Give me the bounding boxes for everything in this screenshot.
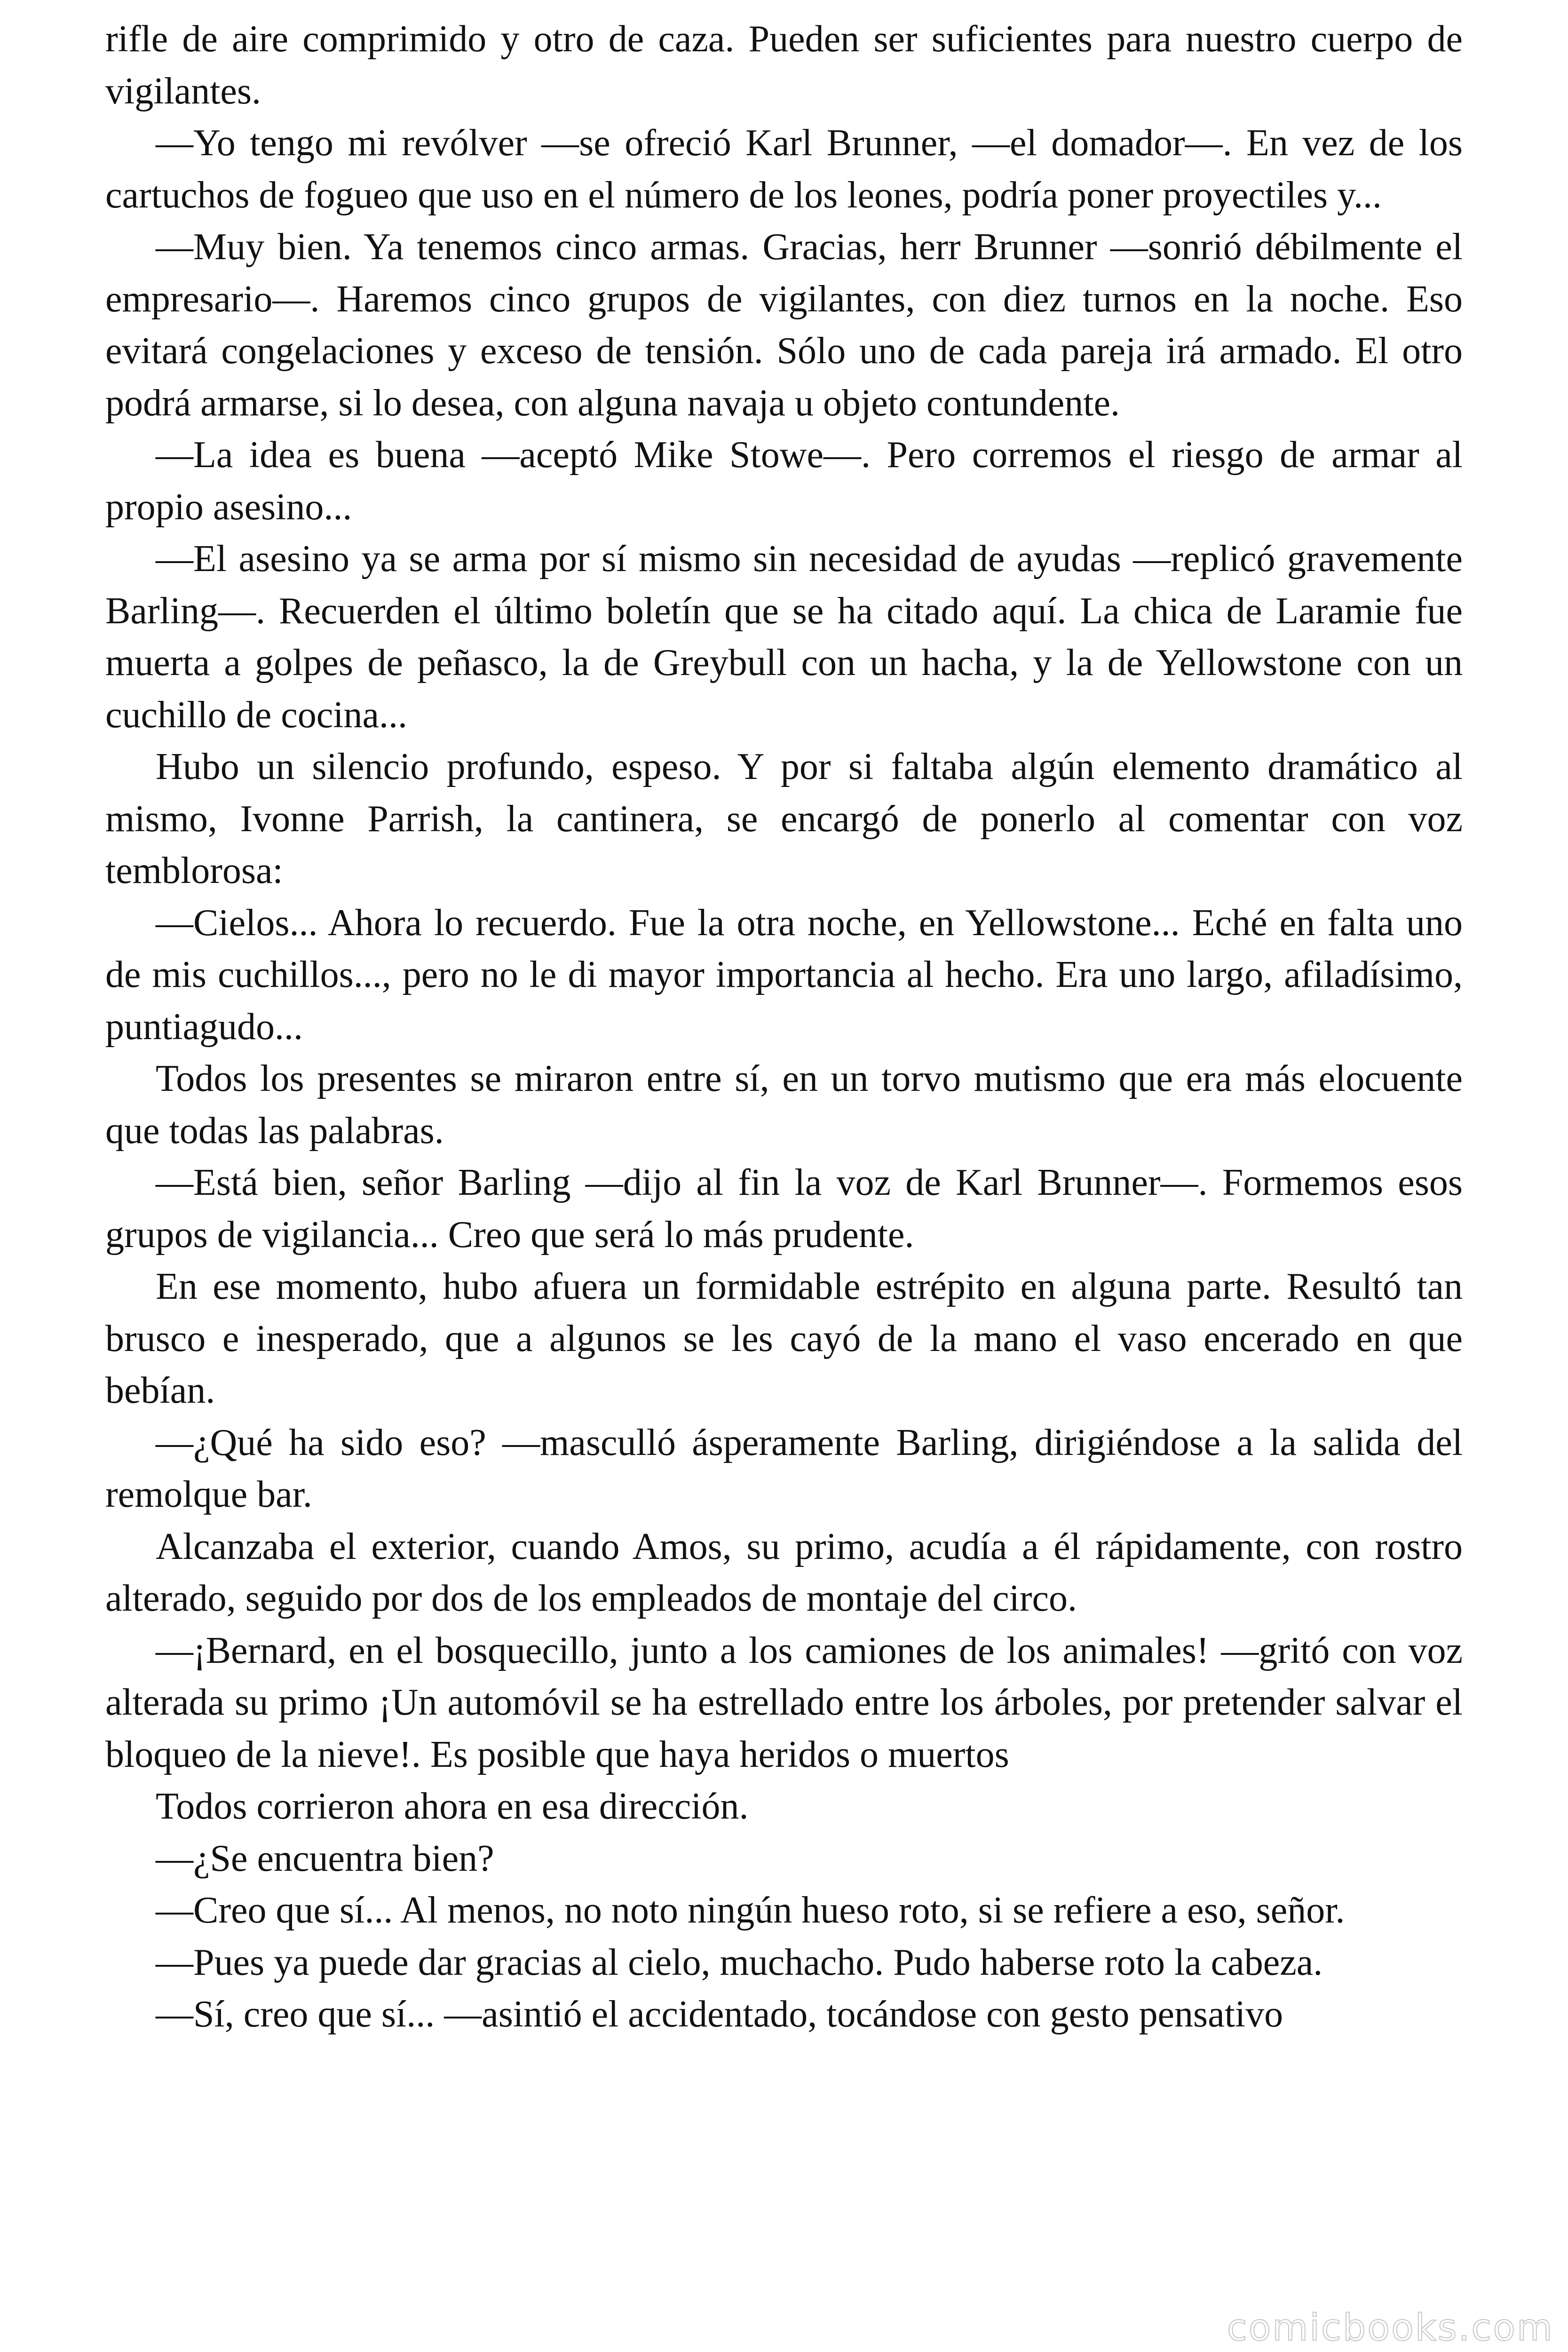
paragraph: —¿Se encuentra bien? bbox=[156, 1837, 494, 1879]
paragraph: —¡Bernard, en el bosquecillo, junto a los camiones de los animales! —gritó con voz alterada su primo ¡Un automóvil se ha estrellado entre los árboles, por pretender salvar el bloqueo de la nieve!. Es posible que haya heridos o muertos bbox=[105, 1629, 1463, 1775]
paragraph: —Cielos... Ahora lo recuerdo. Fue la otra noche, en Yellowstone... Eché en falta uno de mis cuchillos..., pero no le di mayor importancia al hecho. Era uno largo, afiladísimo, puntiagudo... bbox=[105, 902, 1463, 1048]
paragraph: —La idea es buena —aceptó Mike Stowe—. Pero corremos el riesgo de armar al propio asesino... bbox=[105, 434, 1463, 528]
paragraph: Todos corrieron ahora en esa dirección. bbox=[156, 1786, 749, 1827]
paragraph: —Yo tengo mi revólver —se ofreció Karl Brunner, —el domador—. En vez de los cartuchos de fogueo que uso en el número de los leones, podría poner proyectiles y... bbox=[105, 122, 1463, 216]
watermark-logo: comicbooks.com bbox=[1227, 2307, 1554, 2349]
paragraph: En ese momento, hubo afuera un formidable estrépito en alguna parte. Resultó tan brusco e inesperado, que a algunos se les cayó de la mano el vaso encerado en que bebían. bbox=[105, 1266, 1463, 1411]
paragraph: —Está bien, señor Barling —dijo al fin la voz de Karl Brunner—. Formemos esos grupos de vigilancia... Creo que será lo más prudente. bbox=[105, 1162, 1463, 1255]
paragraph: rifle de aire comprimido y otro de caza. Pueden ser suficientes para nuestro cuerpo de vigilantes. bbox=[105, 18, 1463, 112]
paragraph: —Creo que sí... Al menos, no noto ningún hueso roto, si se refiere a eso, señor. bbox=[156, 1890, 1345, 1931]
paragraph: Hubo un silencio profundo, espeso. Y por si faltaba algún elemento dramático al mismo, Ivonne Parrish, la cantinera, se encargó de ponerlo al comentar con voz temblorosa: bbox=[105, 746, 1463, 891]
text-column bbox=[105, 13, 1463, 2041]
paragraph: —El asesino ya se arma por sí mismo sin necesidad de ayudas —replicó gravemente Barling—. Recuerden el último boletín que se ha citado aquí. La chica de Laramie fue muerta a golpes de peñasco, la de Greybull con un hacha, y la de Yellowstone con un cuchillo de cocina... bbox=[105, 538, 1463, 736]
paragraph: Alcanzaba el exterior, cuando Amos, su primo, acudía a él rápidamente, con rostro alterado, seguido por dos de los empleados de montaje del circo. bbox=[105, 1526, 1463, 1619]
paragraph: —¿Qué ha sido eso? —masculló ásperamente Barling, dirigiéndose a la salida del remolque bar. bbox=[105, 1422, 1463, 1515]
paragraph: —Pues ya puede dar gracias al cielo, muchacho. Pudo haberse roto la cabeza. bbox=[156, 1941, 1323, 1983]
paragraph: —Muy bien. Ya tenemos cinco armas. Gracias, herr Brunner —sonrió débilmente el empresario—. Haremos cinco grupos de vigilantes, con diez turnos en la noche. Eso evitará congelaciones y exceso de tensión. Sólo uno de cada pareja irá armado. El otro podrá armarse, si lo desea, con alguna navaja u objeto contundente. bbox=[105, 226, 1463, 424]
paragraph: Todos los presentes se miraron entre sí, en un torvo mutismo que era más elocuente que todas las palabras. bbox=[105, 1058, 1463, 1152]
paragraph: —Sí, creo que sí... —asintió el accidentado, tocándose con gesto pensativo bbox=[156, 1994, 1283, 2035]
